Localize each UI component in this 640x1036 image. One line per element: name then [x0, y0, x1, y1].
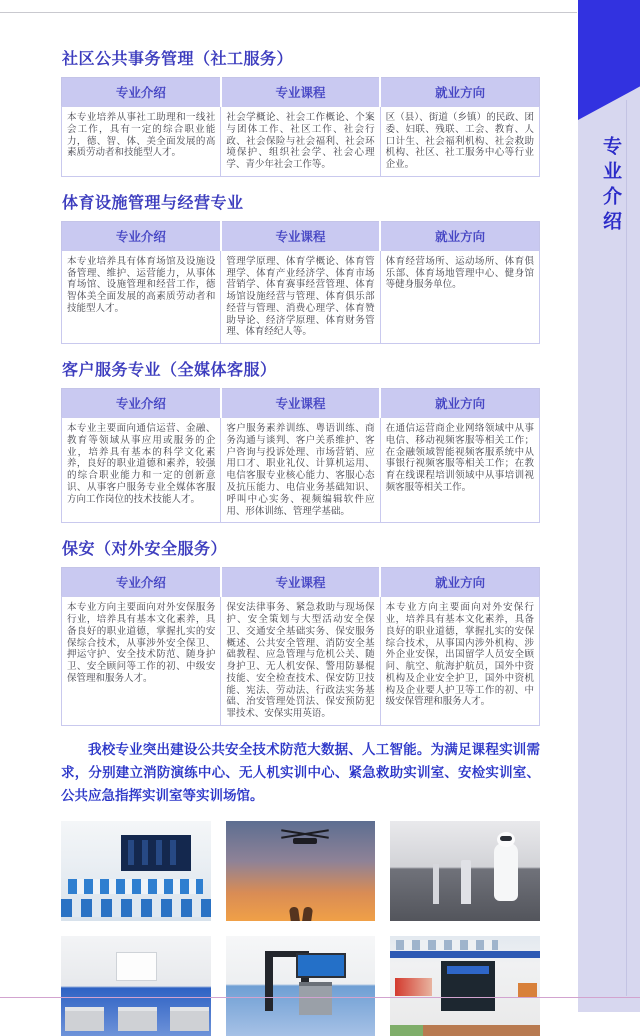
program-courses-cell: 管理学原理、体育学概论、体育管理学、体育产业经济学、体育市场营销学、体育赛事经营管理、体育场馆设施经营与管理、体育俱乐部经营与管理、消费心理学、体育赞助导论、经济学原理、体育财务管理、体育经纪人等。 — [221, 250, 380, 343]
col-header-employment: 就业方向 — [380, 221, 539, 250]
decor-shape — [518, 983, 537, 997]
col-header-courses: 专业课程 — [221, 78, 380, 107]
decor-shape — [390, 1025, 540, 1036]
decor-shape — [447, 966, 489, 974]
training-classroom-photo — [61, 936, 211, 1036]
program-title: 体育设施管理与经营专业 — [62, 192, 244, 212]
decor-shape — [265, 951, 273, 1011]
program-table — [61, 388, 540, 523]
program-intro-cell: 本专业培养从事社工助理和一线社会工作，具有一定的综合职业能力，德、智、体、美全面发展的高素质劳动者和技能型人才。 — [62, 107, 221, 177]
decor-shape — [170, 1007, 209, 1031]
decor-shape — [61, 899, 211, 917]
program-title: 客户服务专业（全媒体客服） — [62, 360, 277, 380]
training-facilities-note: 我校专业突出建设公共安全技术防范大数据、人工智能。为满足课程实训需求，分别建立消防演练中心、无人机实训中心、紧急救助实训室、安检实训室、公共应急指挥实训室等实训场馆。 — [61, 741, 540, 805]
decor-shape — [296, 953, 346, 978]
decor-shape — [116, 952, 157, 981]
col-header-courses: 专业课程 — [221, 221, 380, 250]
computer-lab-photo — [61, 821, 211, 921]
decor-shape — [396, 940, 498, 950]
col-header-intro: 专业介绍 — [62, 78, 221, 107]
main-content — [61, 46, 540, 1036]
program-title: 保安（对外安全服务） — [62, 539, 228, 559]
side-tab-blue-corner — [578, 0, 640, 120]
section-customer-service — [61, 357, 540, 523]
program-courses-cell: 保安法律事务、紧急救助与现场保护、安全策划与大型活动安全保卫、交通安全基础实务、保安服务概述、公共安全管理、消防安全基础教程、应急管理与危机公关、随身护卫、无人机安保、警用防暴棍技能、安全检查技术、保安防卫技能、宪法、劳动法、行政法实务基础、治安管理处罚法、保安预防犯罪技术、安保实用英语。 — [221, 597, 380, 726]
program-title: 社区公共事务管理（社工服务） — [62, 49, 294, 68]
program-table — [61, 567, 540, 726]
side-tab-panel — [578, 0, 640, 1012]
humanoid-robot-photo — [390, 821, 540, 921]
photo-grid — [61, 821, 540, 1036]
program-table — [61, 77, 540, 177]
program-table — [61, 221, 540, 344]
side-tab-divider — [626, 100, 627, 996]
drone-flying-photo — [226, 821, 376, 921]
decor-shape — [395, 978, 432, 996]
security-xray-scanner-photo — [226, 936, 376, 1036]
col-header-intro: 专业介绍 — [62, 568, 221, 597]
program-courses-cell: 社会学概论、社会工作概论、个案与团体工作、社区工作、社会行政、社会保险与社会福利、社会环境保护、组织社会学、社会心理学、青少年社会工作等。 — [221, 107, 380, 177]
decor-shape — [118, 1007, 157, 1031]
col-header-courses: 专业课程 — [221, 568, 380, 597]
decor-shape — [293, 838, 317, 844]
decor-shape — [299, 982, 332, 1015]
col-header-employment: 就业方向 — [380, 568, 539, 597]
decor-shape — [65, 1007, 104, 1031]
top-divider — [0, 12, 577, 13]
section-security-service — [61, 536, 540, 726]
campus-building-photo — [390, 936, 540, 1036]
program-courses-cell: 客户服务素养训练、粤语训练、商务沟通与谈判、客户关系维护、客户咨询与投诉处理、市场营销、应用口才、职业礼仪、计算机运用、电信客服专业核心能力、客服心态及抗压能力、电信业务基础知识、呼叫中心实务、视频编辑软件应用、形体训练、管理学基础。 — [221, 418, 380, 523]
decor-shape — [494, 843, 518, 901]
decor-shape — [390, 951, 540, 958]
decor-shape — [289, 906, 300, 921]
program-employment-cell: 体育经营场所、运动场所、体育俱乐部、体育场地管理中心、健身馆等健身服务单位。 — [380, 250, 539, 343]
program-intro-cell: 本专业培养具有体育场馆及设施设备管理、维护、运营能力，从事体育场馆、设施管理和经营工作，德智体美全面发展的高素质劳动者和技能型人才。 — [62, 250, 221, 343]
col-header-employment: 就业方向 — [380, 78, 539, 107]
program-employment-cell: 本专业方向主要面向对外安保行业，培养具有基本文化素养，具备良好的职业道德，掌握扎实的安保综合技术，从事国内涉外机构、涉外企业安保，出国留学人员安全顾问、航空、航海护航员，国外中资机构及企业安全护卫，国外中资机构及企业要人护卫等工作的初、中级安保管理和服务人才。 — [380, 597, 539, 726]
decor-shape — [68, 879, 203, 894]
program-intro-cell: 本专业主要面向通信运营、金融、教育等领域从事应用或服务的企业，培养具有基本的科学文化素养，良好的职业道德和素养，较强的综合职业能力和一定的创新意识、从事客户服务专业全媒体客服方向工作岗位的技术技能人才。 — [62, 418, 221, 523]
col-header-intro: 专业介绍 — [62, 221, 221, 250]
col-header-intro: 专业介绍 — [62, 389, 221, 418]
col-header-courses: 专业课程 — [221, 389, 380, 418]
decor-shape — [302, 906, 313, 921]
program-employment-cell: 在通信运营商企业网络领域中从事电信、移动视频客服等相关工作；在金融领域智能视频客服系统中从事银行视频客服等相关工作；在教育在线课程培训领域中从事培训视频客服等相关工作。 — [380, 418, 539, 523]
bottom-divider — [0, 997, 640, 998]
section-community-affairs — [61, 46, 540, 177]
program-employment-cell: 区（县）、街道（乡镇）的民政、团委、妇联、残联、工会、教育、人口计生、社会福利机构、社会救助机构、社区、社工服务中心等行业企业。 — [380, 107, 539, 177]
decor-shape — [121, 835, 191, 871]
program-intro-cell: 本专业方向主要面向对外安保服务行业，培养具有基本文化素养，具备良好的职业道德，掌握扎实的安保综合技术，从事涉外安全保卫、押运守护、安全技术防范、随身护卫、安全顾问等工作的初、中级安保管理和服务人才。 — [62, 597, 221, 726]
col-header-employment: 就业方向 — [380, 389, 539, 418]
section-sports-facility — [61, 190, 540, 344]
side-tab-label: 专业介绍 — [599, 136, 622, 236]
